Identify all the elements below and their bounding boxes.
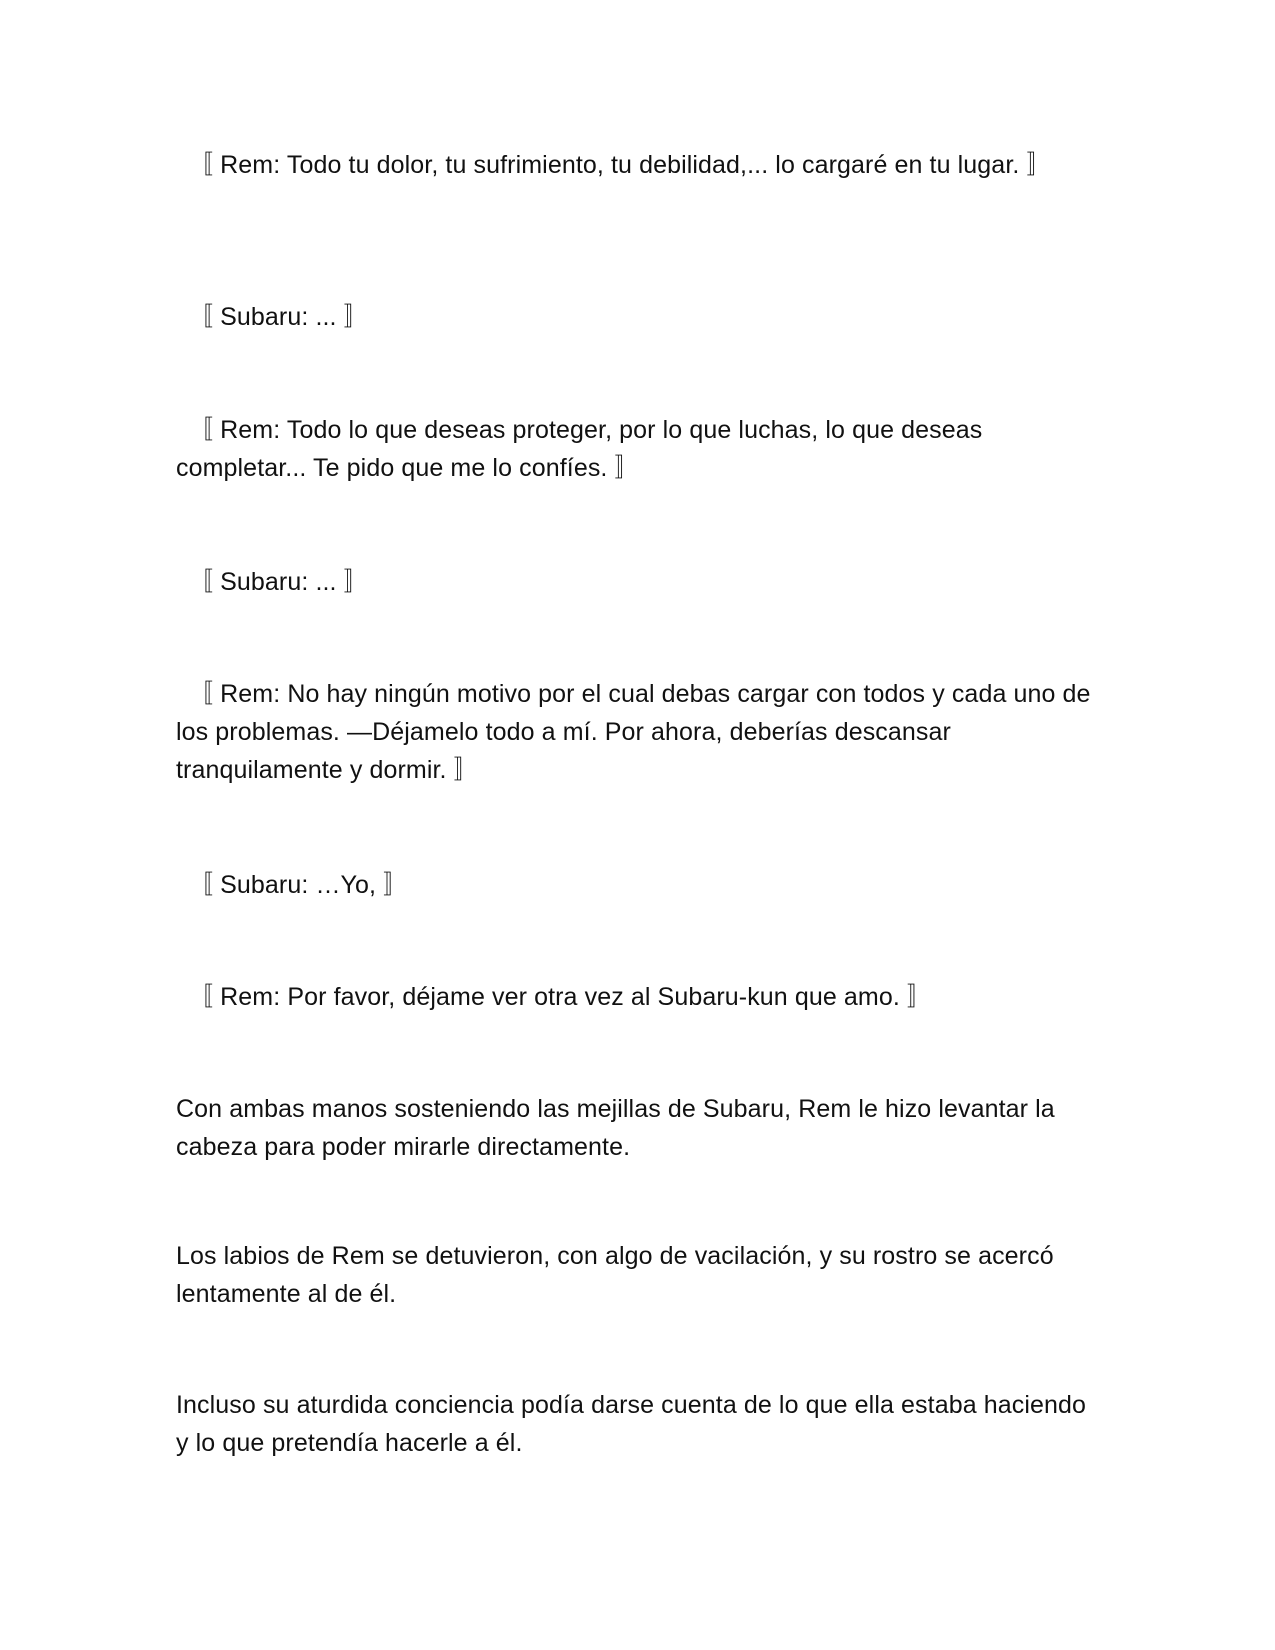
dialogue-subaru-1: 〚 Subaru: ... 〛 — [188, 303, 369, 331]
dialogue-subaru-2: 〚 Subaru: ... 〛 — [188, 568, 369, 596]
narration-paragraph-1: Con ambas manos sosteniendo las mejillas de Subaru, Rem le hizo levantar la cabeza para poder mirarle directamente. — [176, 1095, 1055, 1161]
dialogue-rem-3: 〚 Rem: No hay ningún motivo por el cual debas cargar con todos y cada uno de los problemas. —Déjamelo todo a mí. Por ahora, deberías descansar tranquilamente y dormir. 〛 — [176, 680, 1091, 784]
dialogue-subaru-3: 〚 Subaru: …Yo, 〛 — [188, 871, 409, 899]
dialogue-rem-4: 〚 Rem: Por favor, déjame ver otra vez al Subaru-kun que amo. 〛 — [188, 983, 933, 1011]
dialogue-rem-1: 〚 Rem: Todo tu dolor, tu sufrimiento, tu debilidad,... lo cargaré en tu lugar. 〛 — [188, 151, 1052, 179]
dialogue-rem-2: 〚 Rem: Todo lo que deseas proteger, por lo que luchas, lo que deseas completar... Te pido que me lo confíes. 〛 — [176, 416, 983, 482]
narration-paragraph-2: Los labios de Rem se detuvieron, con algo de vacilación, y su rostro se acercó lentamente al de él. — [176, 1242, 1054, 1308]
narration-paragraph-3: Incluso su aturdida conciencia podía darse cuenta de lo que ella estaba haciendo y lo que pretendía hacerle a él. — [176, 1391, 1087, 1457]
